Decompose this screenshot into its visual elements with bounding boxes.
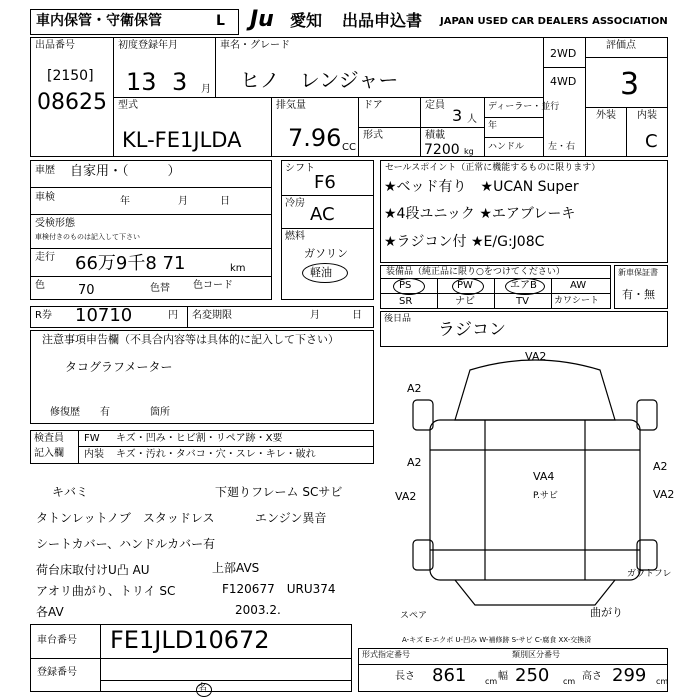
capacity-value: 3 <box>452 106 463 125</box>
kawa-seat-label: カワシート <box>554 296 600 306</box>
fuel-diesel: 軽油 <box>310 266 332 279</box>
repair-history-label: 修復歴 有 <box>50 407 110 418</box>
remark-2: 下廻りフレーム SCサビ <box>215 485 343 499</box>
mileage-value: 66万9千8 71 <box>75 253 186 274</box>
accessories-value: ラジコン <box>438 320 506 340</box>
interior-grade: C <box>645 131 658 152</box>
transfer-day: 日 <box>352 310 362 321</box>
remark-right-2: F120677 URU374 <box>222 582 336 596</box>
remark-3: タトンレットノブ スタッドレス <box>36 511 215 525</box>
selling-points-line-1: ★ベッド有り ★UCAN Super <box>384 179 579 195</box>
interior-row-label: 内装 <box>84 449 104 460</box>
selling-points-line-3: ★ラジコン付 ★E/G:J08C <box>384 234 545 250</box>
mark-8: VA2 <box>653 488 675 501</box>
dims-label-2: 類別区分番号 <box>512 650 560 659</box>
length-value: 861 <box>432 665 467 686</box>
pw-label: PW <box>457 280 473 291</box>
first-reg-label: 初度登録年月 <box>118 40 178 51</box>
height-unit: cm <box>656 677 669 686</box>
mark-1: VA2 <box>525 350 547 363</box>
capacity-unit: 人 <box>467 114 477 125</box>
history-value: 自家用・（ ） <box>70 164 181 179</box>
format-label: 形式 <box>363 130 383 141</box>
ps-label: PS <box>399 280 412 291</box>
shift-value: F6 <box>314 172 336 193</box>
notes-text: タコグラフメーター <box>65 360 173 374</box>
car-rear-outline <box>455 580 615 605</box>
warranty-options: 有・無 <box>622 288 655 301</box>
remark-8: 各AV <box>36 605 64 619</box>
selling-points-line-2: ★4段ユニック ★エアブレーキ <box>384 206 576 222</box>
mileage-label: 走行 <box>35 252 55 263</box>
score-label: 評価点 <box>606 40 636 51</box>
accessories-label: 後日品 <box>384 314 412 324</box>
remark-4: エンジン異音 <box>255 511 327 525</box>
dealer-label: ディーラー・並行 <box>488 102 560 112</box>
inspection-label: 車検 <box>35 192 55 203</box>
color-code-label: 色コード <box>193 280 233 291</box>
year-label: 年 <box>488 121 498 131</box>
aw-label: AW <box>570 280 587 291</box>
fw-items: キズ・凹み・ヒビ割・リペア跡・X要 <box>116 433 283 444</box>
chassis-label: 車台番号 <box>37 635 77 646</box>
mark-2: A2 <box>407 382 422 395</box>
4wd-label: 4WD <box>550 75 577 88</box>
yen-unit: 円 <box>168 310 178 321</box>
2wd-label: 2WD <box>550 47 577 60</box>
damage-legend: A-キズ E-エクボ U-凹み W-補修跡 S-サビ C-腐食 XX-交換済 <box>402 636 592 644</box>
wheel-front-right <box>637 400 657 430</box>
history-label: 車歴 <box>35 165 55 176</box>
repair-location-label: 箇所 <box>150 407 170 418</box>
reg-month: 3 <box>172 68 188 96</box>
remark-6: 荷台床取付けU凸 AU <box>36 563 150 577</box>
load-unit: kg <box>464 147 474 156</box>
width-value: 250 <box>515 665 550 686</box>
fw-label: FW <box>84 433 100 444</box>
mileage-unit: km <box>230 263 246 274</box>
mark-11: 曲がり <box>590 606 623 619</box>
receipt-type-label: 受検形態 <box>35 218 75 229</box>
selling-points-label: セールスポイント（正常に機能するものに限ります） <box>385 163 601 173</box>
chassis-value: FE1JLD10672 <box>110 626 270 654</box>
car-name-label: 車名・グレード <box>220 40 290 51</box>
height-label: 高さ <box>582 671 602 682</box>
interior-items: キズ・汚れ・タバコ・穴・スレ・キレ・破れ <box>116 449 316 460</box>
recycle-amount: 10710 <box>75 305 133 326</box>
aircon-label: 冷房 <box>285 198 305 209</box>
mark-3: A2 <box>407 456 422 469</box>
width-unit: cm <box>563 677 576 686</box>
aircon-value: AC <box>310 204 335 225</box>
warranty-label: 新車保証書 <box>618 268 658 277</box>
transfer-deadline-label: 名変期限 <box>192 310 232 321</box>
remark-right-1: 上部AVS <box>212 561 260 575</box>
recycle-label: R券 <box>35 310 52 321</box>
mark-6: P.サビ <box>533 491 558 501</box>
car-front-outline <box>455 360 615 420</box>
remark-5: シートカバー、ハンドルカバー有 <box>36 537 216 551</box>
airbag-label: エアB <box>510 280 537 291</box>
color-change-label: 色替 <box>150 283 170 294</box>
car-damage-diagram <box>395 340 680 635</box>
entry-col-label: 記入欄 <box>34 448 64 459</box>
model-label: 型式 <box>118 100 138 111</box>
lot-number: 08625 <box>37 90 107 115</box>
mark-9: ガウトフレ <box>627 569 672 579</box>
mark-4: VA2 <box>395 490 417 503</box>
lot-no-label: 出品番号 <box>35 40 75 51</box>
tv-label: TV <box>516 296 529 307</box>
storage-label: 車内保管・守衛保管 <box>36 13 162 29</box>
ju-logo: Ju <box>250 7 274 32</box>
mark-5: VA4 <box>533 470 555 483</box>
length-unit: cm <box>485 677 498 686</box>
model-code: KL-FE1JLDA <box>122 128 242 152</box>
displacement-unit: CC <box>342 142 356 153</box>
mark-10: スペア <box>400 611 428 621</box>
load-value: 7200 <box>424 142 460 158</box>
score-value: 3 <box>620 67 640 102</box>
capacity-label: 定員 <box>425 100 445 111</box>
fuel-label: 燃料 <box>285 231 305 242</box>
notes-header: 注意事項申告欄（不具合内容等は具体的に記入して下さい） <box>42 333 339 346</box>
inspection-year: 年 <box>120 196 130 207</box>
lot-prefix: [2150] <box>47 68 94 84</box>
reg-month-unit: 月 <box>201 84 211 95</box>
aichi-label: 愛知 <box>290 11 323 30</box>
width-label: 幅 <box>498 671 508 682</box>
handle-label: ハンドル <box>488 142 525 152</box>
receipt-note: 車検付きのものは記入して下さい <box>35 233 140 241</box>
car-name: ヒノ レンジャー <box>240 68 399 92</box>
displacement-value: 7.96 <box>288 124 342 152</box>
height-value: 299 <box>612 665 647 686</box>
displacement-label: 排気量 <box>276 100 306 111</box>
exterior-label: 外装 <box>596 110 616 121</box>
dims-label-1: 形式指定番号 <box>362 650 410 659</box>
transfer-month: 月 <box>310 310 320 321</box>
wheel-front-left <box>413 400 433 430</box>
history-block <box>30 160 272 300</box>
association-name: JAPAN USED CAR DEALERS ASSOCIATION <box>440 16 668 27</box>
equipment-label: 装備品（純正品に限り○をつけてください） <box>386 267 565 277</box>
length-label: 長さ <box>395 671 415 682</box>
inspection-day: 日 <box>220 196 230 207</box>
mark-7: A2 <box>653 460 668 473</box>
color-value: 70 <box>78 283 95 298</box>
interior-label: 内装 <box>637 110 657 121</box>
doors-label: ドア <box>363 100 383 111</box>
navi-label: ナビ <box>455 296 475 307</box>
load-label: 積載 <box>425 130 445 141</box>
reg-year: 13 <box>126 68 157 96</box>
remark-7: アオリ曲がり、トリイ SC <box>36 584 176 598</box>
seal-mark: 名 <box>198 683 208 693</box>
remark-1: キバミ <box>52 485 89 499</box>
reg-no-label: 登録番号 <box>37 667 77 678</box>
shift-label: シフト <box>285 163 315 174</box>
inspection-month: 月 <box>178 196 188 207</box>
handle-options: 左・右 <box>548 142 576 152</box>
color-label: 色 <box>35 280 45 291</box>
l-mark: L <box>216 13 225 29</box>
remark-right-3: 2003.2. <box>235 603 281 617</box>
inspector-label: 検査員 <box>34 433 64 444</box>
sr-label: SR <box>399 296 413 307</box>
form-title: 出品申込書 <box>342 11 423 30</box>
fuel-gas: ガソリン <box>304 247 348 260</box>
